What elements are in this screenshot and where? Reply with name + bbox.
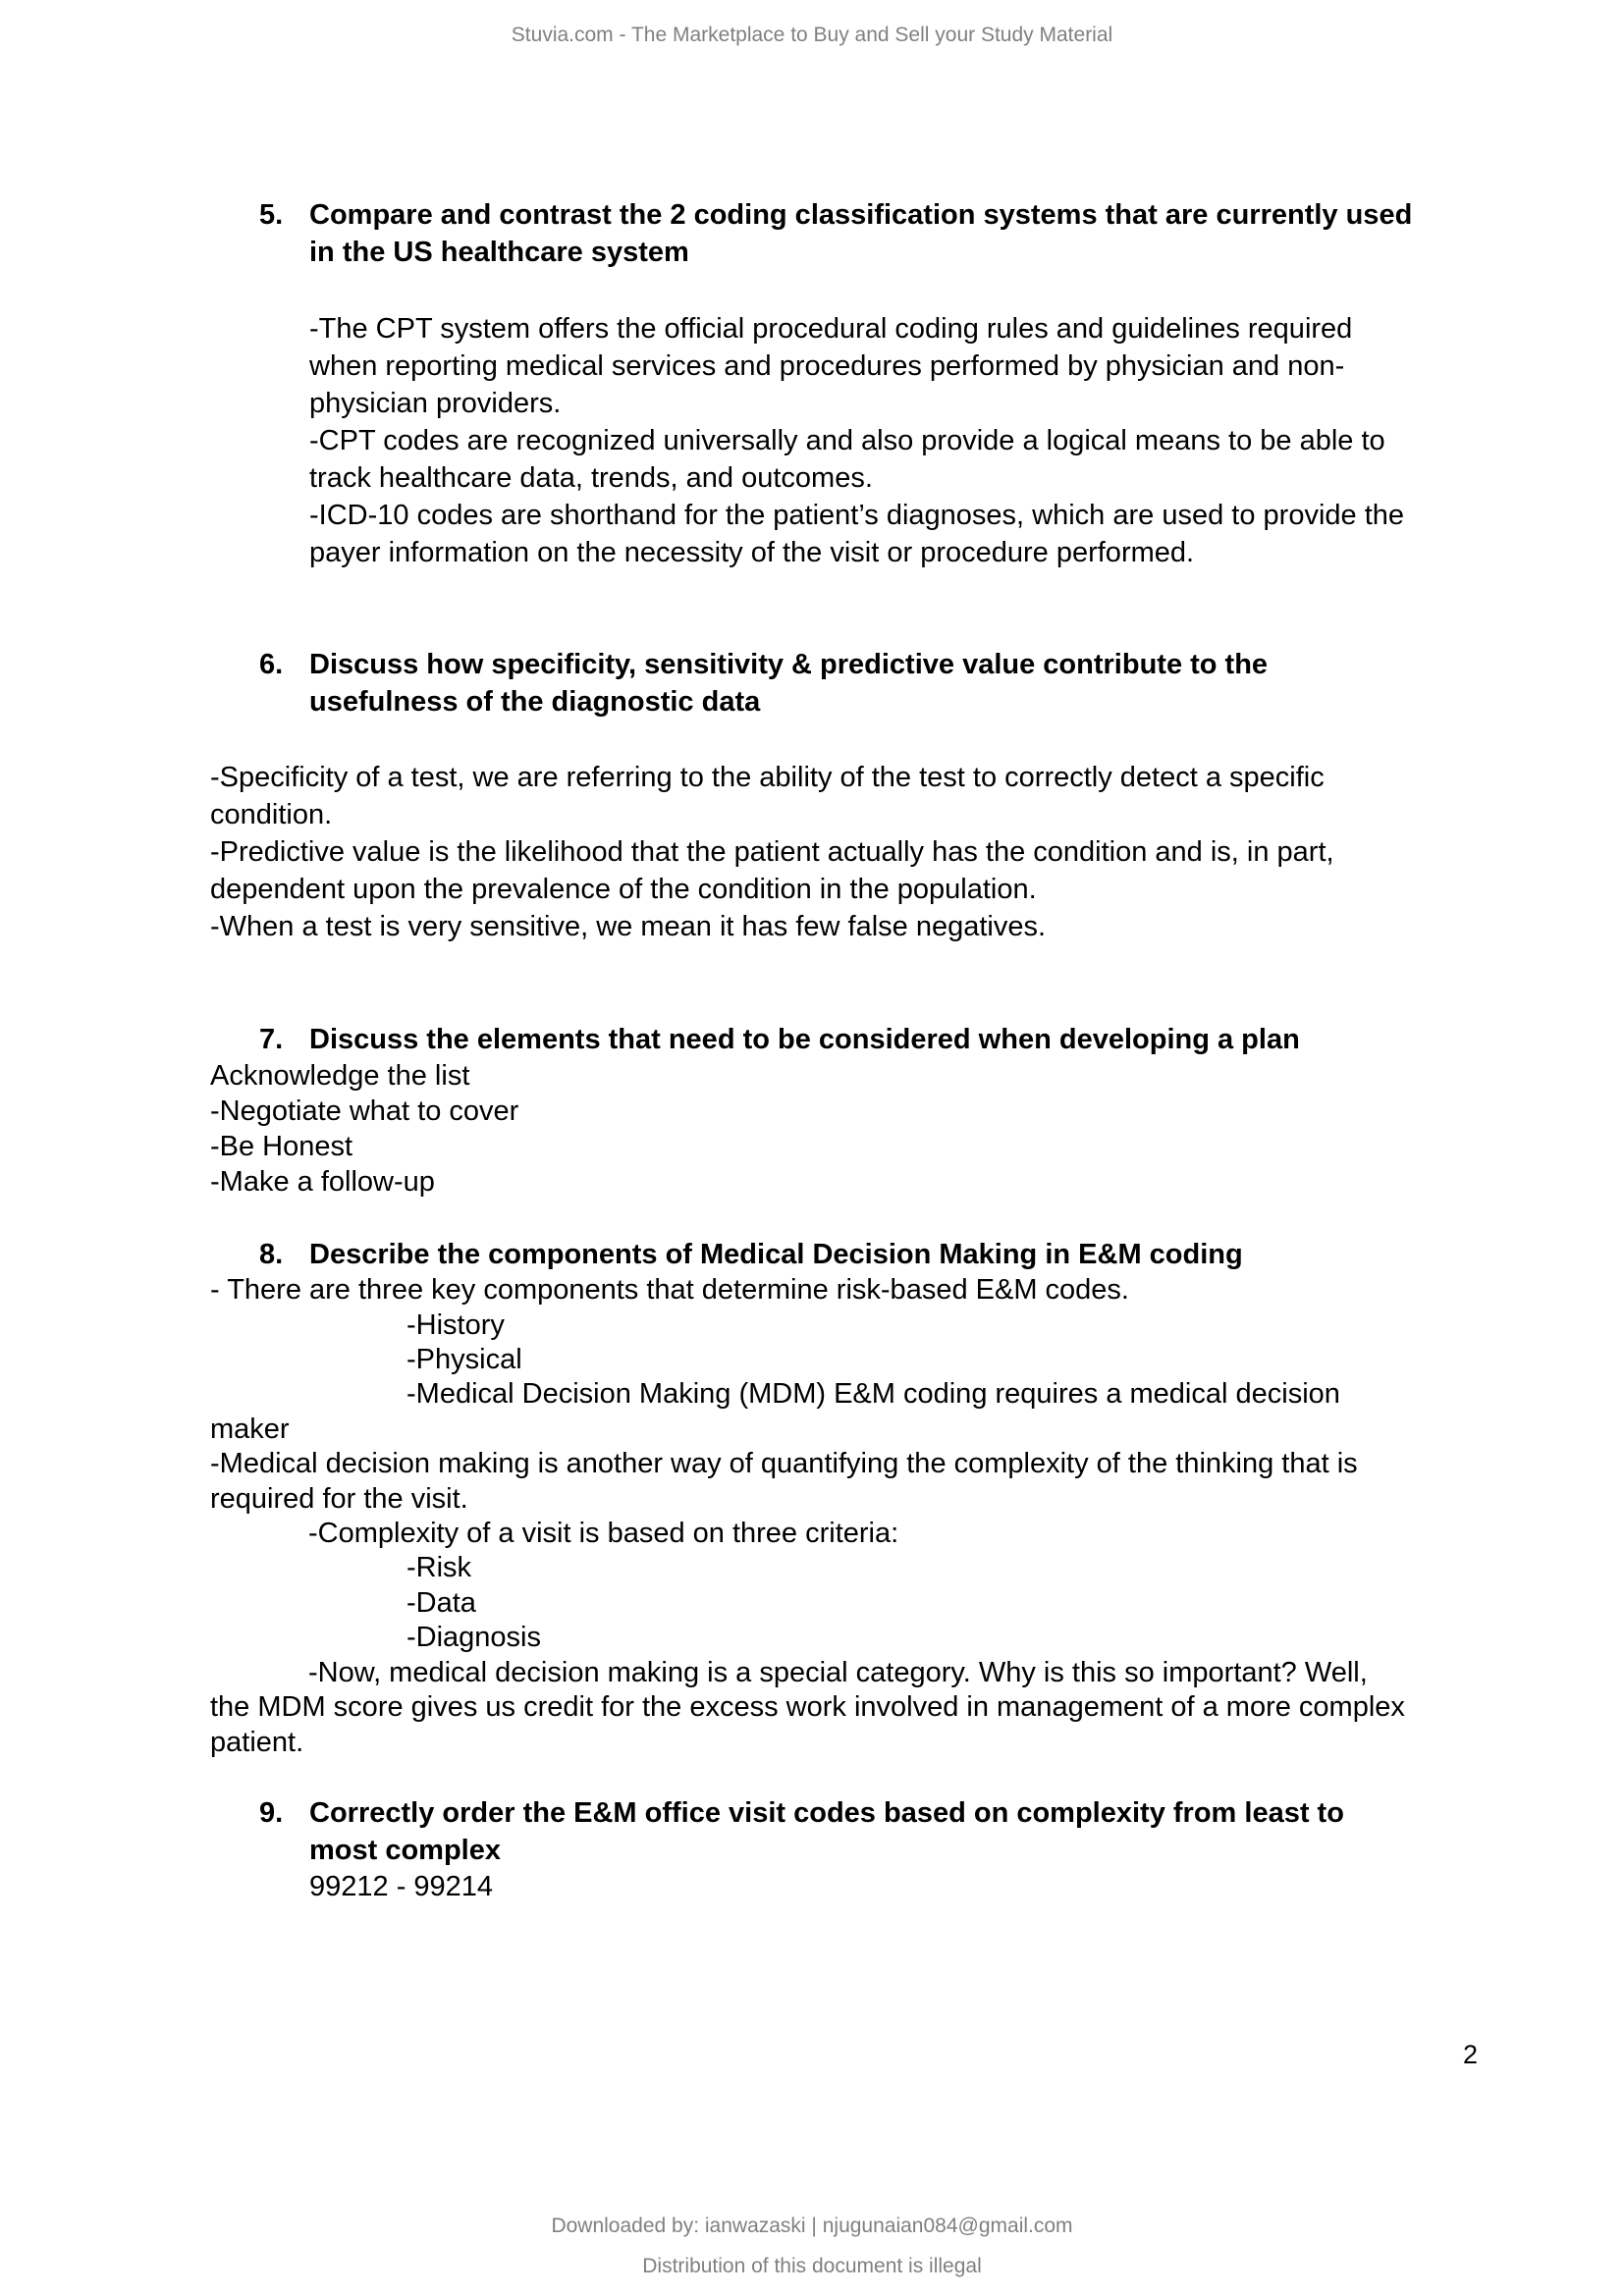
answer-line: -ICD-10 codes are shorthand for the patient’s diagnoses, which are used to provide the — [309, 500, 1405, 531]
answer-line: -Negotiate what to cover — [210, 1095, 519, 1127]
answer-line: -Medical decision making is another way of quantifying the complexity of the thinking that is — [210, 1448, 1358, 1479]
answer-line: the MDM score gives us credit for the excess work involved in management of a more complex — [210, 1691, 1405, 1723]
answer-line: - There are three key components that determine risk-based E&M codes. — [210, 1274, 1129, 1306]
answer-line: -CPT codes are recognized universally and also provide a logical means to be able to — [309, 425, 1385, 456]
answer-line: -Complexity of a visit is based on three criteria: — [308, 1518, 899, 1549]
answer-line: -Now, medical decision making is a special category. Why is this so important? Well, — [308, 1657, 1368, 1688]
answer-line: dependent upon the prevalence of the condition in the population. — [210, 874, 1037, 905]
question-title-line: most complex — [309, 1835, 501, 1866]
answer-line: -Data — [406, 1587, 476, 1619]
answer-line: when reporting medical services and procedures performed by physician and non- — [309, 350, 1345, 382]
question-number: 5. — [259, 199, 284, 231]
answer-line: -Predictive value is the likelihood that the patient actually has the condition and is, in part, — [210, 836, 1334, 868]
answer-line: -Make a follow-up — [210, 1166, 435, 1198]
question-title-line: Correctly order the E&M office visit codes based on complexity from least to — [309, 1797, 1344, 1829]
answer-line: -Be Honest — [210, 1131, 353, 1162]
question-number: 6. — [259, 649, 284, 680]
answer-line: Acknowledge the list — [210, 1060, 470, 1092]
answer-line: -When a test is very sensitive, we mean it has few false negatives. — [210, 911, 1047, 942]
question-title-line: Discuss how specificity, sensitivity & predictive value contribute to the — [309, 649, 1269, 680]
answer-line: payer information on the necessity of the visit or procedure performed. — [309, 537, 1195, 568]
answer-line: track healthcare data, trends, and outcomes. — [309, 462, 873, 494]
answer-line: condition. — [210, 799, 333, 830]
question-number: 9. — [259, 1797, 284, 1829]
answer-line: required for the visit. — [210, 1483, 468, 1515]
question-title-line: in the US healthcare system — [309, 237, 689, 268]
distribution-notice-footer: Distribution of this document is illegal — [642, 2255, 982, 2277]
answer-line: -Specificity of a test, we are referring to the ability of the test to correctly detect a specific — [210, 762, 1325, 793]
answer-line: 99212 - 99214 — [309, 1871, 494, 1902]
answer-line: -History — [406, 1309, 505, 1341]
question-title-line: usefulness of the diagnostic data — [309, 686, 761, 718]
question-title-line: Discuss the elements that need to be considered when developing a plan — [309, 1024, 1300, 1055]
question-number: 8. — [259, 1239, 284, 1270]
answer-line: -Medical Decision Making (MDM) E&M coding requires a medical decision — [406, 1378, 1340, 1410]
answer-line: -Physical — [406, 1344, 522, 1375]
page-number: 2 — [1463, 2040, 1479, 2069]
answer-line: patient. — [210, 1727, 304, 1758]
answer-line: -Risk — [406, 1552, 472, 1583]
question-title-line: Compare and contrast the 2 coding classification systems that are currently used — [309, 199, 1413, 231]
answer-line: -The CPT system offers the official procedural coding rules and guidelines required — [309, 313, 1353, 345]
stuvia-watermark-header: Stuvia.com - The Marketplace to Buy and Sell your Study Material — [511, 24, 1113, 46]
question-title-line: Describe the components of Medical Decision Making in E&M coding — [309, 1239, 1243, 1270]
answer-line: maker — [210, 1414, 290, 1445]
question-number: 7. — [259, 1024, 284, 1055]
answer-line: physician providers. — [309, 388, 562, 419]
download-info-footer: Downloaded by: ianwazaski | njugunaian084@gmail.com — [551, 2215, 1073, 2237]
answer-line: -Diagnosis — [406, 1622, 541, 1653]
